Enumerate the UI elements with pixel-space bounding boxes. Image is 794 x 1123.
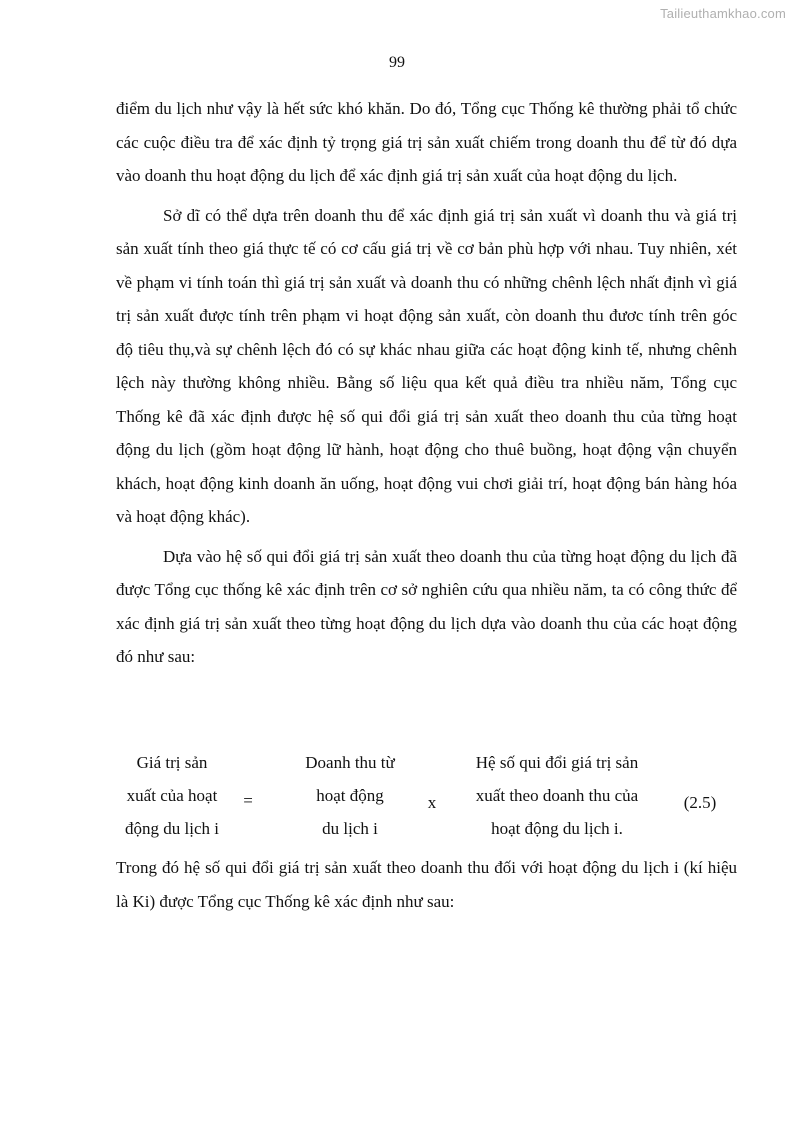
formula-equals-sign: =	[243, 791, 253, 810]
formula-rhs	[448, 746, 666, 845]
formula-middle-line: hoạt động	[316, 786, 384, 805]
paragraph-2: Sở dĩ có thể dựa trên doanh thu để xác định giá trị sản xuất vì doanh thu và giá trị sản xuất tính theo giá thực tế có cơ cấu giá trị về cơ bản phù hợp với nhau. Tuy nhiên, xét về phạm vi tính toán thì giá trị sản xuất và doanh thu có những chênh lệch nhất định vì giá trị sản xuất được tính trên phạm vi hoạt động sản xuất, còn doanh thu đươc tính trên góc độ tiêu thụ,và sự chênh lệch đó có sự khác nhau giữa các hoạt động kinh tế, nhưng chênh lệch này thường không nhiều. Bằng số liệu qua kết quả điều tra nhiều năm, Tổng cục Thống kê đã xác định được hệ số qui đổi giá trị sản xuất theo doanh thu của từng hoạt động du lịch (gồm hoạt động lữ hành, hoạt động cho thuê buồng, hoạt động vận chuyển khách, hoạt động kinh doanh ăn uống, hoạt động vui chơi giải trí, hoạt động bán hàng hóa và hoạt động khác).	[116, 205, 737, 526]
formula-multiply-sign: x	[427, 793, 437, 812]
formula-lhs-line: xuất của hoạt	[126, 786, 218, 805]
formula-rhs-line: xuất theo doanh thu của	[475, 786, 639, 805]
formula-lhs-line: động du lịch i	[125, 819, 219, 838]
paragraph-1: điểm du lịch như vậy là hết sức khó khăn. Do đó, Tổng cục Thống kê thường phải tổ chức các cuộc điều tra để xác định tỷ trọng giá trị sản xuất chiếm trong doanh thu để từ đó dựa vào doanh thu hoạt động du lịch để xác định giá trị sản xuất của hoạt động du lịch.	[116, 99, 737, 185]
watermark-text: Tailieuthamkhao.com	[660, 6, 786, 21]
formula-rhs-line: hoạt động du lịch i.	[491, 819, 623, 838]
formula-lhs	[116, 746, 228, 845]
body-text	[116, 92, 737, 680]
formula-rhs-line: Hệ số qui đổi giá trị sản	[475, 753, 639, 772]
formula-middle-term	[286, 746, 414, 845]
page-number: 99	[389, 54, 405, 71]
paragraph-4: Trong đó hệ số qui đổi giá trị sản xuất theo doanh thu đối với hoạt động du lịch i (kí hiệu là Ki) được Tổng cục Thống kê xác định như sau:	[116, 858, 737, 911]
post-formula-text	[116, 851, 737, 924]
formula-2-5	[116, 746, 737, 846]
formula-middle-line: Doanh thu từ	[305, 753, 395, 772]
formula-number: (2.5)	[683, 793, 717, 812]
paragraph-3: Dựa vào hệ số qui đổi giá trị sản xuất theo doanh thu của từng hoạt động du lịch đã được Tổng cục thống kê xác định trên cơ sở nghiên cứu qua nhiều năm, ta có công thức để xác định giá trị sản xuất theo từng hoạt động du lịch dựa vào doanh thu của các hoạt động đó như sau:	[116, 546, 737, 666]
formula-lhs-line: Giá trị sản	[136, 753, 208, 772]
formula-middle-line: du lịch i	[322, 819, 378, 838]
